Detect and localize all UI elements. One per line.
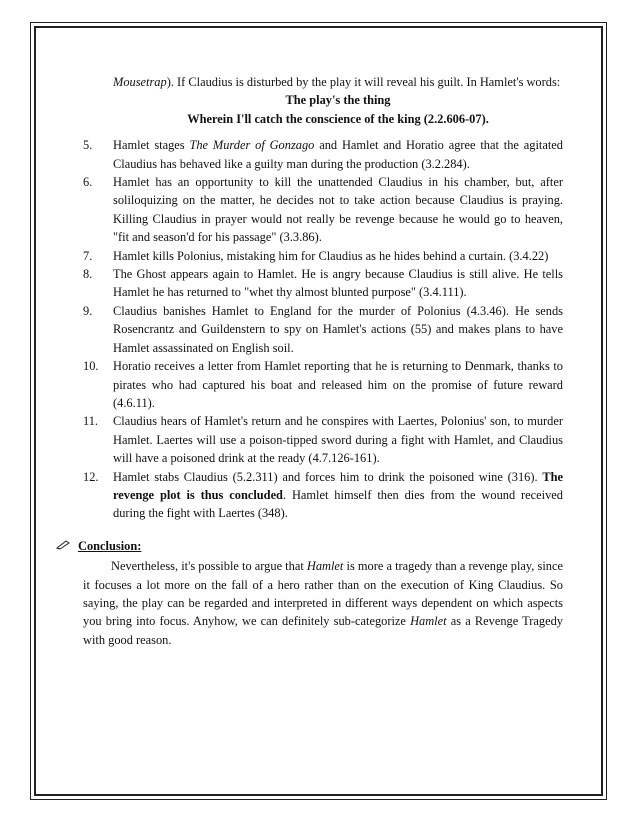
quote-line-2: Wherein I'll catch the conscience of the king (2.2.606-07). bbox=[187, 111, 489, 126]
list-item: 10. Horatio receives a letter from Hamlet reporting that he is returning to Denmark, thanks to pirates who had captured his boat and released him on the promise of future reward (4.6.11). bbox=[83, 359, 563, 410]
conclusion-heading bbox=[56, 537, 563, 555]
pencil-bullet-icon bbox=[56, 537, 78, 555]
list-item: 7. Hamlet kills Polonius, mistaking him for Claudius as he hides behind a curtain. (3.4.22) bbox=[83, 248, 549, 263]
quote-line-1: The play's the thing bbox=[285, 93, 391, 108]
document-body bbox=[78, 73, 564, 649]
list-item: 8. The Ghost appears again to Hamlet. He is angry because Claudius is still alive. He tells Hamlet he has returned to "whet thy almost blunted purpose" (3.4.111). bbox=[83, 267, 563, 300]
list-item: 5. Hamlet stages The Murder of Gonzago and Hamlet and Horatio agree that the agitated Claudius has behaved like a guilty man during the production (3.2.284). bbox=[83, 138, 563, 171]
list-item: 12. Hamlet stabs Claudius (5.2.311) and forces him to drink the poisoned wine (316). The revenge plot is thus concluded. Hamlet himself then dies from the wound received during the fight with Laertes (348). bbox=[83, 469, 563, 521]
conclusion-title: Conclusion: bbox=[78, 538, 142, 553]
continuation-paragraph: Mousetrap). If Claudius is disturbed by the play it will reveal his guilt. In Hamlet's words: bbox=[113, 75, 561, 89]
list-item: 6. Hamlet has an opportunity to kill the unattended Claudius in his chamber, but, after soliloquizing on the matter, he decides not to take action because Claudius is praying. Killing Claudius in prayer would not really be revenge because he would go to heaven, "fit and season'd for his passage" (3.3.86). bbox=[83, 175, 563, 245]
conclusion-paragraph: Nevertheless, it's possible to argue that Hamlet is more a tragedy than a revenge play, since it focuses a lot more on the fall of a hero rather than on the execution of King Claudius. So saying, the play can be regarded and interpreted in different ways dependent on which aspects you bring into focus. Anyhow, we can definitely sub-categorize Hamlet as a Revenge Tragedy with good reason. bbox=[83, 559, 564, 647]
list-item: 9. Claudius banishes Hamlet to England for the murder of Polonius (4.3.46). He sends Rosencrantz and Guildenstern to spy on Hamlet's actions (55) and makes plans to have Hamlet assassinated on English soil. bbox=[83, 303, 563, 355]
plot-events-list bbox=[83, 136, 563, 523]
list-item: 11. Claudius hears of Hamlet's return and he conspires with Laertes, Polonius' son, to murder Hamlet. Laertes will use a poison-tipped sword during a fight with Hamlet, and Claudius will have a poisoned drink at the ready (4.7.126-161). bbox=[83, 414, 563, 466]
mousetrap-title: Mousetrap bbox=[113, 75, 167, 89]
